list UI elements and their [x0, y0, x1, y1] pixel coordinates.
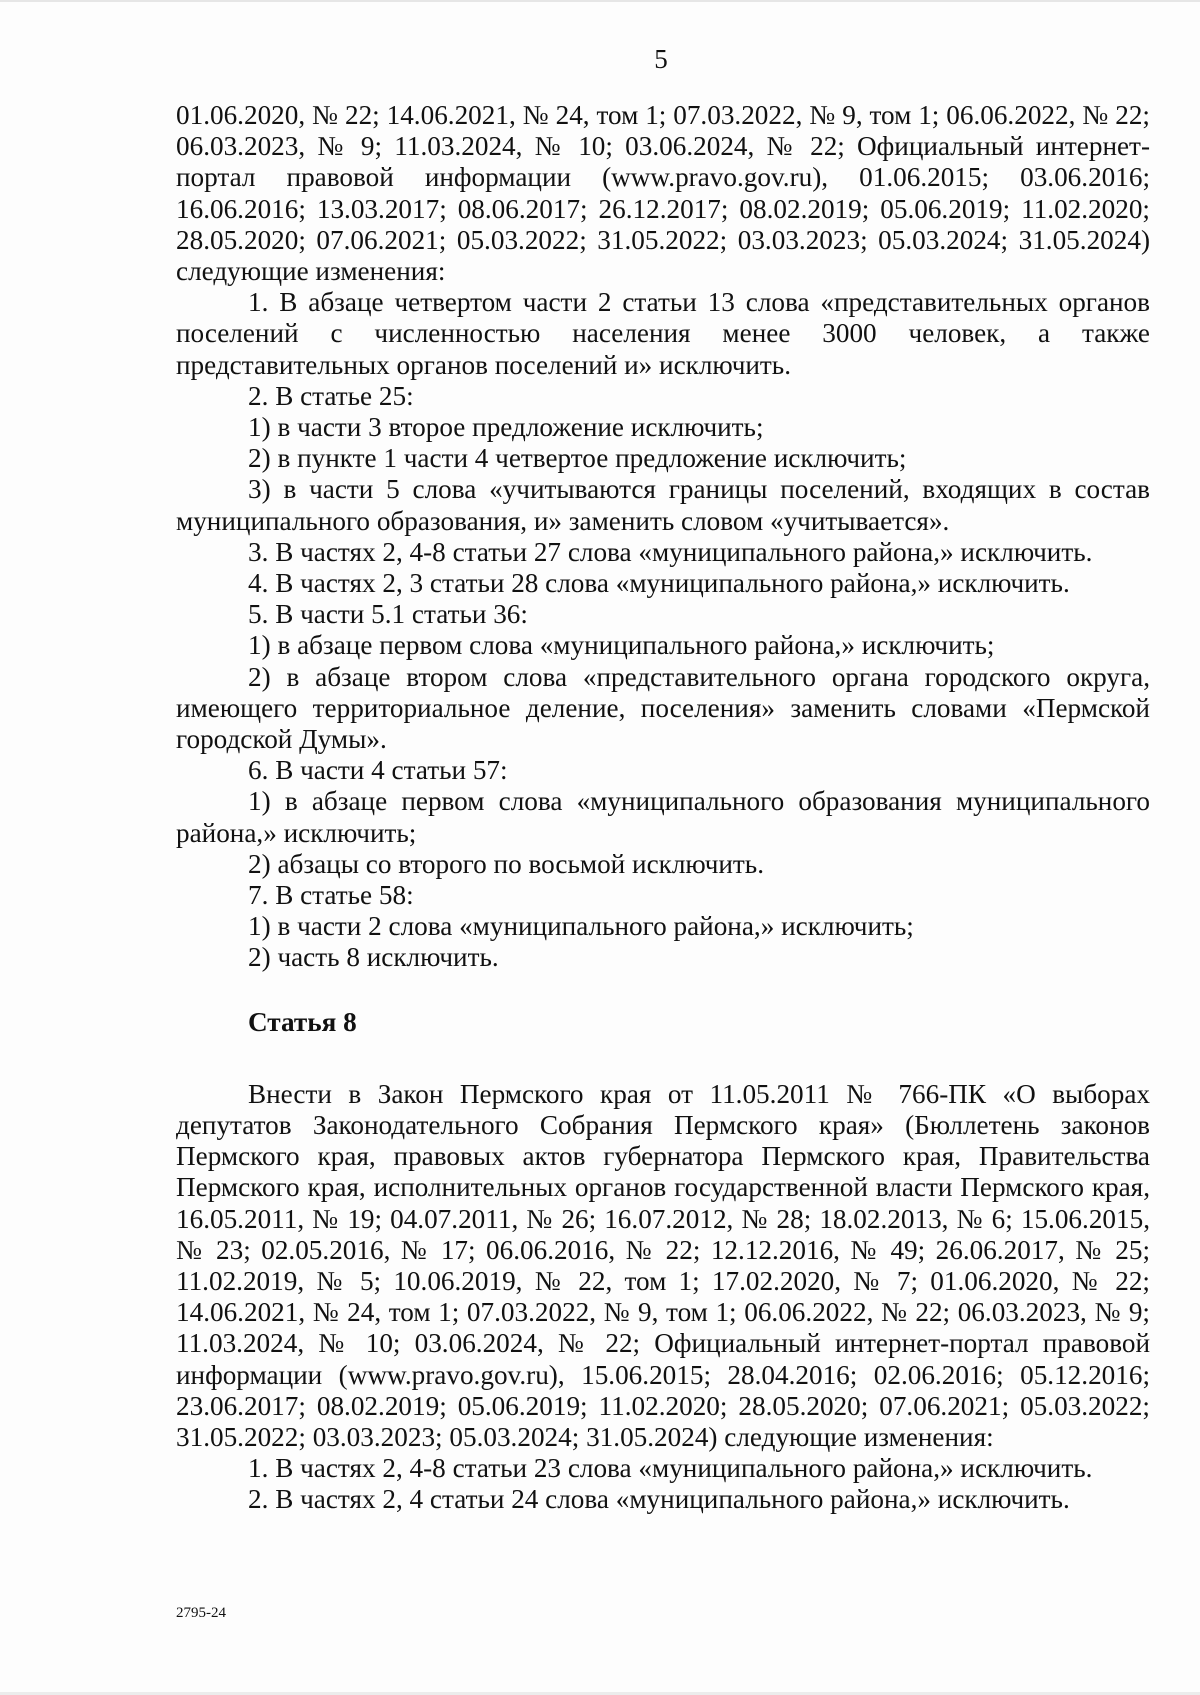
article-heading: Статья 8	[248, 1006, 357, 1037]
scan-edge-top	[0, 0, 1200, 2]
paragraph-item-1: 1. В абзаце четвертом части 2 статьи 13 слова «представительных органов поселений с численностью населения менее 3000 человек, а также представительных органов поселений и» исключить.	[176, 287, 1150, 380]
page-number: 5	[654, 44, 668, 74]
document-body	[176, 100, 1150, 1516]
paragraph-item-5: 5. В части 5.1 статьи 36:	[248, 599, 528, 630]
paragraph-item-3: 3. В частях 2, 4-8 статьи 27 слова «муниципального района,» исключить.	[248, 536, 1093, 567]
document-code: 2795-24	[176, 1605, 226, 1621]
paragraph-item-2: 2. В частях 2, 4 статьи 24 слова «муниципального района,» исключить.	[248, 1484, 1070, 1515]
paragraph-subitem: 2) часть 8 исключить.	[248, 942, 499, 973]
paragraph-subitem: 1) в абзаце первом слова «муниципального образования муниципального района,» исключить;	[176, 786, 1150, 848]
paragraph-item-6: 6. В части 4 статьи 57:	[248, 755, 508, 786]
paragraph-item-1: 1. В частях 2, 4-8 статьи 23 слова «муниципального района,» исключить.	[248, 1453, 1093, 1484]
paragraph-item-4: 4. В частях 2, 3 статьи 28 слова «муниципального района,» исключить.	[248, 568, 1070, 599]
paragraph-subitem: 1) в абзаце первом слова «муниципального района,» исключить;	[248, 630, 995, 661]
paragraph-subitem: 1) в части 2 слова «муниципального района,» исключить;	[248, 911, 914, 942]
paragraph-subitem: 2) в абзаце втором слова «представительного органа городского округа, имеющего территориальное деление, поселения» заменить словами «Пермской городской Думы».	[176, 661, 1150, 755]
paragraph-subitem: 1) в части 3 второе предложение исключить;	[248, 412, 764, 443]
paragraph-subitem: 3) в части 5 слова «учитываются границы поселений, входящих в состав муниципального образования, и» заменить словом «учитывается».	[176, 474, 1150, 536]
paragraph-continuation: 01.06.2020, № 22; 14.06.2021, № 24, том 1; 07.03.2022, № 9, том 1; 06.06.2022, № 22; 06.03.2023, № 9; 11.03.2024, № 10; 03.06.2024, № 22; Официальный интернет-портал правовой информации (www.pravo.gov.ru), 01.06.2015; 03.06.2016; 16.06.2016; 13.03.2017; 08.06.2017; 26.12.2017; 08.02.2019; 05.06.2019; 11.02.2020; 28.05.2020; 07.06.2021; 05.03.2022; 31.05.2022; 03.03.2023; 05.03.2024; 31.05.2024) следующие изменения:	[176, 100, 1150, 287]
paragraph-item-7: 7. В статье 58:	[248, 880, 414, 911]
paragraph-article-intro: Внести в Закон Пермского края от 11.05.2011 № 766-ПК «О выборах депутатов Законодательного Собрания Пермского края» (Бюллетень законов Пермского края, правовых актов губернатора Пермского края, Правительства Пермского края, исполнительных органов государственной власти Пермского края, 16.05.2011, № 19; 04.07.2011, № 26; 16.07.2012, № 28; 18.02.2013, № 6; 15.06.2015, № 23; 02.05.2016, № 17; 06.06.2016, № 22; 12.12.2016, № 49; 26.06.2017, № 25; 11.02.2019, № 5; 10.06.2019, № 22, том 1; 17.02.2020, № 7; 01.06.2020, № 22; 14.06.2021, № 24, том 1; 07.03.2022, № 9, том 1; 06.06.2022, № 22; 06.03.2023, № 9; 11.03.2024, № 10; 03.06.2024, № 22; Официальный интернет-портал правовой информации (www.pravo.gov.ru), 15.06.2015; 28.04.2016; 02.06.2016; 05.12.2016; 23.06.2017; 08.02.2019; 05.06.2019; 11.02.2020; 28.05.2020; 07.06.2021; 05.03.2022; 31.05.2022; 03.03.2023; 05.03.2024; 31.05.2024) следующие изменения:	[176, 1078, 1150, 1452]
paragraph-item-2: 2. В статье 25:	[248, 380, 414, 411]
paragraph-subitem: 2) абзацы со второго по восьмой исключить.	[248, 848, 764, 879]
paragraph-subitem: 2) в пункте 1 части 4 четвертое предложение исключить;	[248, 443, 907, 474]
